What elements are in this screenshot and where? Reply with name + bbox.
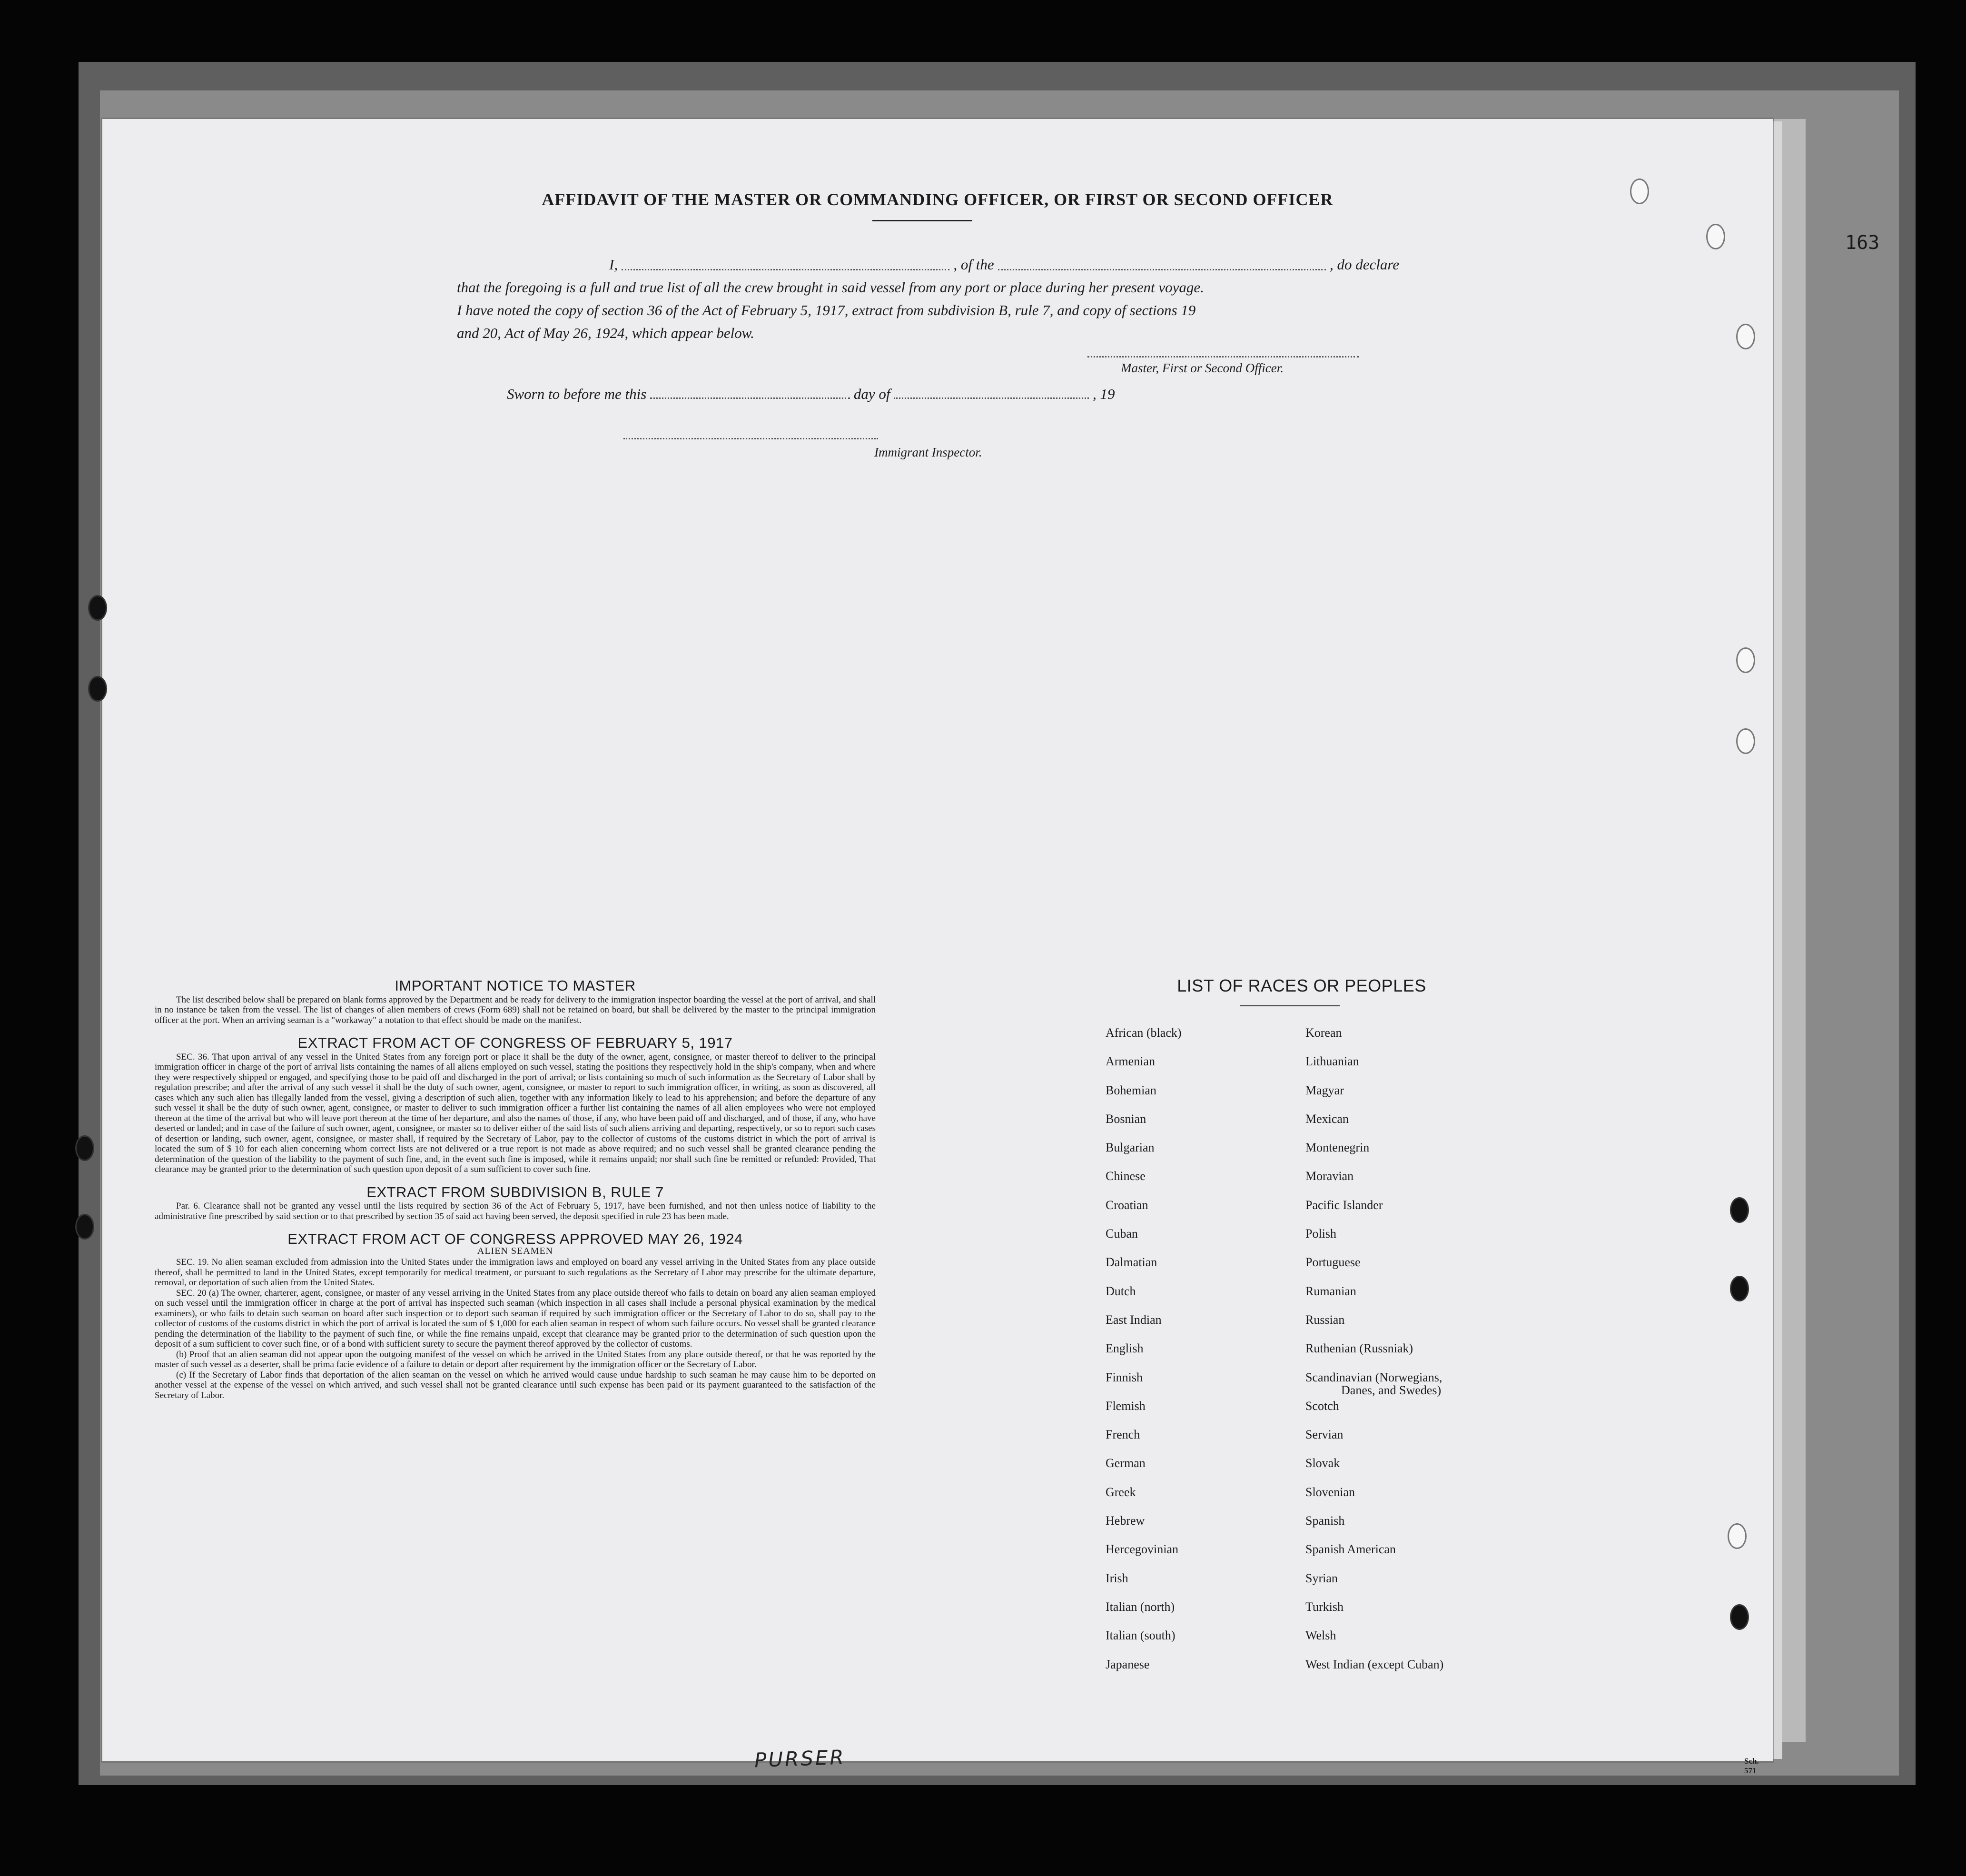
race-item: Polish xyxy=(1305,1227,1337,1241)
extract-1924-sec20a: SEC. 20 (a) The owner, charterer, agent, consignee, or master of any vessel arriving in the United States from any place outside thereof who fails to detain on board any alien seaman employed on such vessel until the immigration officer in charge at the port of arrival has inspected such seaman (which inspection in all cases shall include a personal physical examination by the medical examiners), or who fails to detain such seaman on board after such inspection or to deport such seaman if required by such immigration officer or the Secretary of Labor to do so, shall pay to the collector of customs of the customs district in which the port of arrival is located the sum of $ 1,000 for each alien seaman in respect of whom such failure occurs. No vessel shall be granted clearance pending the determination of the liability to the payment of such fine, or while the fine remains unpaid, except that clearance may be granted prior to the determination of such question upon the deposit of a sum sufficient to cover such fine, or of a bond with sufficient surety to secure the payment thereof approved by the collector of customs. xyxy=(155,1288,876,1349)
race-item: Servian xyxy=(1305,1428,1344,1442)
race-item: West Indian (except Cuban) xyxy=(1305,1657,1444,1671)
race-item: Greek xyxy=(1106,1485,1136,1499)
page-number: 163 xyxy=(1845,232,1880,254)
race-item: Hercegovinian xyxy=(1106,1542,1179,1557)
punch-hole xyxy=(88,595,107,621)
extract-1924-sec20b: (b) Proof that an alien seaman did not appear upon the outgoing manifest of the vessel on which he arrived in the United States from any place outside thereof, or that he was reported by the master of such vessel as a deserter, shall be prima facie evidence of a failure to detain or deport after requirement by the immigration officer or the Secretary of Labor. xyxy=(155,1349,876,1370)
race-item: Flemish xyxy=(1106,1399,1146,1413)
affidavit-line-1 xyxy=(457,253,1399,276)
race-item: Russian xyxy=(1305,1312,1345,1327)
race-item: Bulgarian xyxy=(1106,1141,1155,1155)
affidavit-of-the: , of the xyxy=(953,256,994,273)
race-item: Montenegrin xyxy=(1305,1141,1370,1155)
name-blank xyxy=(622,253,949,270)
extract-1924-title: EXTRACT FROM ACT OF CONGRESS APPROVED MAY 26, 1924 xyxy=(287,1231,743,1247)
sworn-line xyxy=(507,386,1115,403)
race-item: Bosnian xyxy=(1106,1112,1146,1126)
punch-hole xyxy=(75,1214,94,1240)
race-item: German xyxy=(1106,1456,1146,1470)
affidavit-line-3: I have noted the copy of section 36 of the Act of February 5, 1917, extract from subdivision B, rule 7, and copy of sections 19 xyxy=(457,302,1196,318)
month-blank xyxy=(894,393,1089,399)
sworn-year-prefix: , 19 xyxy=(1092,386,1115,402)
schedule-mark: Sch. 571 xyxy=(1744,1757,1759,1775)
race-item: Dalmatian xyxy=(1106,1255,1157,1270)
punch-hole xyxy=(1630,179,1649,204)
punch-hole xyxy=(75,1135,94,1161)
extract-1924-sec20c: (c) If the Secretary of Labor finds that deportation of the alien seaman on the vessel on which he arrived would cause undue hardship to such seaman he may cause him to be deported on another vessel at the expense of the vessel on which arrived, and such vessel shall not be granted clearance until such expense has been paid or its payment guaranteed to the satisfaction of the Secretary of Labor. xyxy=(155,1370,876,1400)
race-item: Rumanian xyxy=(1305,1284,1356,1298)
affidavit-line-4: and 20, Act of May 26, 1924, which appear below. xyxy=(457,325,754,341)
extract-rule7-title: EXTRACT FROM SUBDIVISION B, RULE 7 xyxy=(366,1183,664,1201)
punch-hole xyxy=(1736,728,1755,754)
race-item: Pacific Islander xyxy=(1305,1198,1383,1212)
race-item-scandinavian xyxy=(1305,1370,1443,1399)
races-right-column xyxy=(1305,1026,1443,1686)
race-item: Mexican xyxy=(1305,1112,1349,1126)
handwritten-annotation: PURSER xyxy=(754,1745,846,1772)
race-item: African (black) xyxy=(1106,1026,1182,1040)
punch-hole xyxy=(1706,224,1725,249)
title-rule xyxy=(872,220,972,221)
punch-hole xyxy=(1728,1523,1747,1549)
day-blank xyxy=(650,393,850,399)
race-item: Bohemian xyxy=(1106,1083,1156,1097)
race-item: Scandinavian (Norwegians, xyxy=(1305,1370,1442,1384)
affidavit-line-2: that the foregoing is a full and true list of all the crew brought in said vessel from any port or place during her present voyage. xyxy=(457,279,1204,296)
punch-hole xyxy=(1730,1276,1749,1301)
sworn-prefix: Sworn to before me this xyxy=(507,386,647,402)
race-item: Japanese xyxy=(1106,1657,1150,1671)
punch-hole xyxy=(1730,1604,1749,1630)
race-item-continuation: Danes, and Swedes) xyxy=(1341,1383,1442,1397)
extract-1917-title: EXTRACT FROM ACT OF CONGRESS OF FEBRUARY 5, 1917 xyxy=(297,1034,733,1051)
race-item: East Indian xyxy=(1106,1312,1162,1327)
races-title: LIST OF RACES OR PEOPLES xyxy=(1177,976,1426,995)
extract-1924-sec19: SEC. 19. No alien seaman excluded from admission into the United States under the immigration laws and employed on board any vessel arriving in the United States from any place outside thereof, shall be permitted to land in the United States, except temporarily for medical treatment, or pursuant to such regulations as the Secretary of Labor may prescribe for the ultimate departure, removal, or deportation of such alien from the United States. xyxy=(155,1257,876,1288)
affidavit-title: AFFIDAVIT OF THE MASTER OR COMMANDING OFFICER, OR FIRST OR SECOND OFFICER xyxy=(542,190,1334,209)
race-item: Scotch xyxy=(1305,1399,1339,1413)
inspector-caption: Immigrant Inspector. xyxy=(874,445,982,459)
sworn-day-of: day of xyxy=(853,386,890,402)
race-item: Croatian xyxy=(1106,1198,1148,1212)
race-item: Finnish xyxy=(1106,1370,1143,1384)
race-item: Chinese xyxy=(1106,1169,1146,1183)
notice-title: IMPORTANT NOTICE TO MASTER xyxy=(395,977,636,994)
vessel-blank xyxy=(998,253,1326,270)
extract-1917-body: SEC. 36. That upon arrival of any vessel in the United States from any foreign port or place it shall be the duty of the owner, agent, consignee, or master thereof to deliver to the principal immigration officer in charge of the port of arrival lists containing the names of all aliens employed on such vessel, stating the positions they respectively hold in the ship's company, when and where they were respectively shipped or engaged, and specifying those to be paid off and discharged in the port of arrival; or lists containing so much of such information as the Secretary of Labor shall by regulation prescribe; and after the arrival of any such vessel it shall be the duty of such owner, agent, consignee, or master to report to such immigration officer, in writing, as soon as discovered, all cases which any such alien has illegally landed from the vessel, giving a description of such alien, together with any information likely to lead to his apprehension; and before the departure of any such vessel it shall be the duty of such owner, agent, consignee, or master to deliver to such immigration officer a further list containing the names of all alien employees who were not employed thereon at the time of the arrival but who will leave port thereon at the time of her departure, and also the names of those, if any, who have been paid off and discharged, and of those, if any, who have deserted or landed; and in case of the failure of such owner, agent, consignee, or master so to deliver either of the said lists of such aliens arriving and departing, respectively, or so to report such cases of desertion or landing, such owner, agent, consignee, or master shall, if required by the Secretary of Labor, pay to the collector of customs of the customs district in which the port of arrival is located the sum of $ 10 for each alien concerning whom correct lists are not delivered or a true report is not made as above required; and no such vessel shall be granted clearance pending the determination of the question of the liability to the payment of such fine, and, in the event such fine is imposed, while it remains unpaid; nor shall such fine be remitted or refunded: Provided, That clearance may be granted prior to the determination of such question upon deposit of a sum sufficient to cover such fine. xyxy=(155,1052,876,1174)
race-item: Italian (south) xyxy=(1106,1628,1176,1643)
race-item: Cuban xyxy=(1106,1227,1138,1241)
inspector-signature-line xyxy=(623,438,878,439)
race-item: English xyxy=(1106,1341,1144,1356)
document-page xyxy=(102,119,1773,1775)
races-rule xyxy=(1240,1005,1340,1006)
race-item: Ruthenian (Russniak) xyxy=(1305,1341,1413,1356)
race-item: Korean xyxy=(1305,1026,1342,1040)
race-item: Irish xyxy=(1106,1571,1128,1585)
race-item: Turkish xyxy=(1305,1599,1344,1614)
punch-hole xyxy=(1730,1197,1749,1223)
race-item: Moravian xyxy=(1305,1169,1354,1183)
race-item: Hebrew xyxy=(1106,1514,1145,1528)
race-item: Italian (north) xyxy=(1106,1599,1175,1614)
race-item: Magyar xyxy=(1305,1083,1344,1097)
notice-body: The list described below shall be prepared on blank forms approved by the Department and be ready for delivery to the immigration inspector boarding the vessel at the port of arrival, and shall in no instance be taken from the vessel. The list of changes of alien members of crews (Form 689) shall not be retained on board, but shall be delivered by the master to the principal immigration officer at the port. When an arriving seaman is a "workaway" a notation to that effect should be made on the manifest. xyxy=(155,994,876,1025)
race-item: Slovak xyxy=(1305,1456,1340,1470)
affidavit-body xyxy=(457,253,1399,345)
page-edge-strip xyxy=(1773,121,1782,1759)
affidavit-i: I, xyxy=(609,256,618,273)
extract-rule7-body: Par. 6. Clearance shall not be granted any vessel until the lists required by section 36 of the Act of February 5, 1917, have been furnished, and not then unless notice of liability to the administrative fine prescribed by said section or to that prescribed by section 35 of said act having been served, the deposit specified in rule 23 has been made. xyxy=(155,1201,876,1221)
race-item: Syrian xyxy=(1305,1571,1338,1585)
punch-hole xyxy=(1736,324,1755,349)
race-item: Lithuanian xyxy=(1305,1054,1359,1069)
race-item: French xyxy=(1106,1428,1140,1442)
race-item: Spanish xyxy=(1305,1514,1345,1528)
punch-hole xyxy=(1736,647,1755,673)
race-item: Dutch xyxy=(1106,1284,1136,1298)
affidavit-do-declare: , do declare xyxy=(1329,256,1400,273)
extract-1924-subtitle: ALIEN SEAMEN xyxy=(477,1245,553,1256)
punch-hole xyxy=(88,676,107,702)
race-item: Armenian xyxy=(1106,1054,1155,1069)
race-item: Welsh xyxy=(1305,1628,1336,1643)
signature-line xyxy=(1087,356,1359,357)
signature-caption: Master, First or Second Officer. xyxy=(1121,361,1284,375)
race-item: Spanish American xyxy=(1305,1542,1396,1557)
race-item: Slovenian xyxy=(1305,1485,1355,1499)
race-item: Portuguese xyxy=(1305,1255,1361,1270)
legal-notices-column xyxy=(155,976,876,1400)
races-left-column xyxy=(1106,1026,1182,1686)
